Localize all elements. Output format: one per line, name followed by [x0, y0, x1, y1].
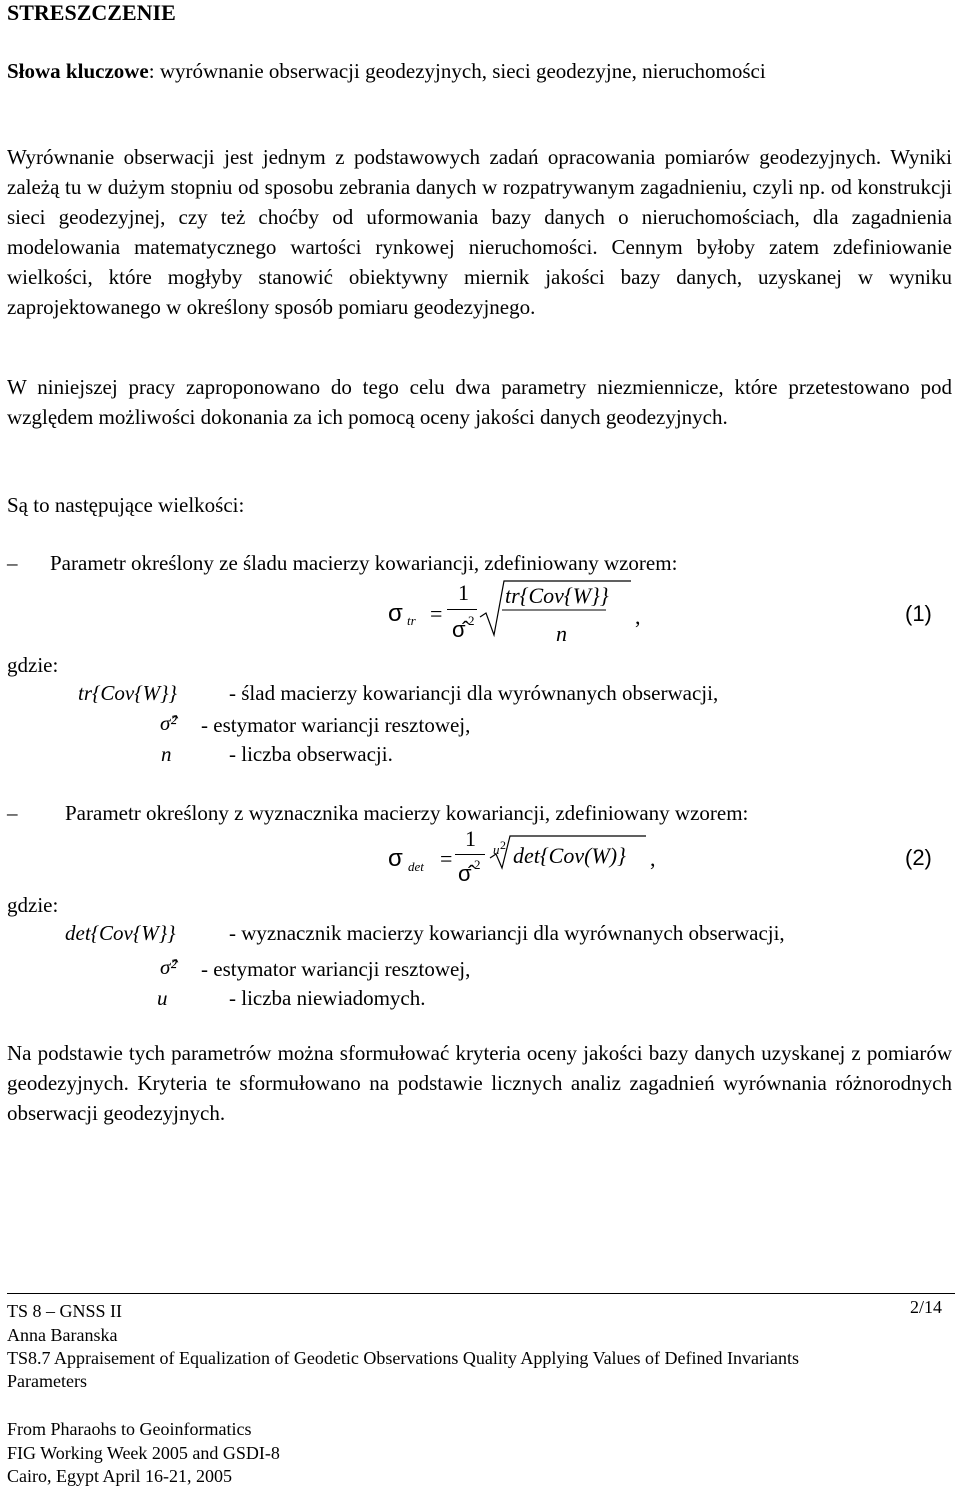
keywords-text: : wyrównanie obserwacji geodezyjnych, sieci geodezyjne, nieruchomości: [148, 59, 766, 83]
item1-dash: –: [7, 551, 18, 575]
formula1-den-sup: 2: [468, 613, 475, 628]
footer-title-line2: Parameters: [7, 1371, 87, 1391]
formula1-sigma: σ: [388, 600, 403, 627]
section-heading: STRESZCZENIE: [7, 0, 176, 25]
formula1-fraction-bar: [447, 609, 477, 610]
item1-def2-symbol: σ̂²: [160, 711, 177, 735]
footer-conference-2: FIG Working Week 2005 and GSDI-8: [7, 1443, 280, 1463]
item1-def2-desc: - estymator wariancji resztowej,: [201, 713, 471, 737]
formula2-root-exp: 2: [500, 838, 506, 852]
footer-author: Anna Baranska: [7, 1325, 118, 1345]
formula1-num: 1: [458, 580, 469, 605]
item1-def1-symbol: tr{Cov{W}}: [78, 681, 177, 705]
formula2-fraction-bar: [455, 854, 485, 855]
formula1-comma: ,: [635, 604, 641, 629]
item2-where: gdzie:: [7, 893, 59, 917]
item1-def3-symbol: n: [161, 742, 172, 766]
item1-def3-desc: - liczba obserwacji.: [229, 742, 393, 766]
formula2-equals: =: [440, 846, 453, 871]
item1-def1-desc: - ślad macierzy kowariancji dla wyrównanych obserwacji,: [229, 681, 719, 705]
formula1-equals: =: [430, 601, 443, 626]
formula2-sub: det: [408, 859, 424, 874]
item1-where: gdzie:: [7, 653, 59, 677]
footer-page-number: 2/14: [910, 1297, 943, 1317]
formula2-den: σ̂: [458, 861, 472, 886]
footer-title-line1: TS8.7 Appraisement of Equalization of Geodetic Observations Quality Applying Values of Defined Invariants: [7, 1348, 799, 1368]
equation-number-1: (1): [905, 601, 932, 626]
footer-conference-1: From Pharaohs to Geoinformatics: [7, 1419, 252, 1439]
formula1-rad-den: n: [556, 621, 567, 646]
formula1-rad-num: tr{Cov{W}}: [505, 583, 609, 608]
formula2-comma: ,: [650, 846, 656, 871]
item2-dash: –: [7, 801, 18, 825]
item2-def1-desc: - wyznacznik macierzy kowariancji dla wyrównanych obserwacji,: [229, 921, 785, 945]
paragraph-3: Są to następujące wielkości:: [7, 493, 245, 517]
formula2-sigma: σ: [388, 845, 403, 872]
keywords-line: [7, 56, 952, 86]
item1-text: Parametr określony ze śladu macierzy kowariancji, zdefiniowany wzorem:: [50, 551, 678, 575]
formula2-radicand: det{Cov(W)}: [513, 843, 626, 868]
formula2-den-sup: 2: [474, 857, 481, 872]
formula2-num: 1: [465, 826, 476, 851]
formula1-den: σ̂: [452, 617, 466, 642]
footer-rule: [7, 1293, 955, 1294]
footer-session: TS 8 – GNSS II: [7, 1301, 123, 1321]
keywords-label: Słowa kluczowe: [7, 59, 149, 83]
paragraph-1: Wyrównanie obserwacji jest jednym z podstawowych zadań opracowania pomiarów geodezyjnych. Wyniki zależą tu w dużym stopniu od sposobu zebrania danych w rozpatrywanym zagadnieniu, czyli np. od konstrukcji sieci geodezyjnej, czy też choćby od uformowania bazy danych o nieruchomościach, dla zagadnienia modelowania matematycznego wartości rynkowej nieruchomości. Cennym byłoby zatem zdefiniowanie wielkości, które mogłyby stanowić obiektywny miernik jakości bazy danych, uzyskanej w wyniku zaprojektowanego w określony sposób pomiaru geodezyjnego.: [7, 145, 952, 319]
item2-def2-desc: - estymator wariancji resztowej,: [201, 957, 471, 981]
item2-def3-symbol: u: [157, 986, 168, 1010]
item2-def3-desc: - liczba niewiadomych.: [229, 986, 426, 1010]
paragraph-2: W niniejszej pracy zaproponowano do tego celu dwa parametry niezmiennicze, które przetestowano pod względem możliwości dokonania za ich pomocą oceny jakości danych geodezyjnych.: [7, 375, 952, 429]
footer-conference-3: Cairo, Egypt April 16-21, 2005: [7, 1466, 232, 1486]
formula2-root-index: u: [493, 842, 500, 857]
equation-number-2: (2): [905, 845, 932, 870]
paragraph-4: Na podstawie tych parametrów można sformułować kryteria oceny jakości bazy danych uzyskanej z pomiarów geodezyjnych. Kryteria te sformułowano na podstawie licznych analiz zagadnień wyrównania różnorodnych obserwacji geodezyjnych.: [7, 1041, 952, 1125]
item2-def1-symbol: det{Cov{W}}: [65, 921, 176, 945]
formula1-sub: tr: [407, 613, 416, 628]
item2-text: Parametr określony z wyznacznika macierzy kowariancji, zdefiniowany wzorem:: [65, 801, 749, 825]
item2-def2-symbol: σ̂²: [160, 955, 177, 979]
